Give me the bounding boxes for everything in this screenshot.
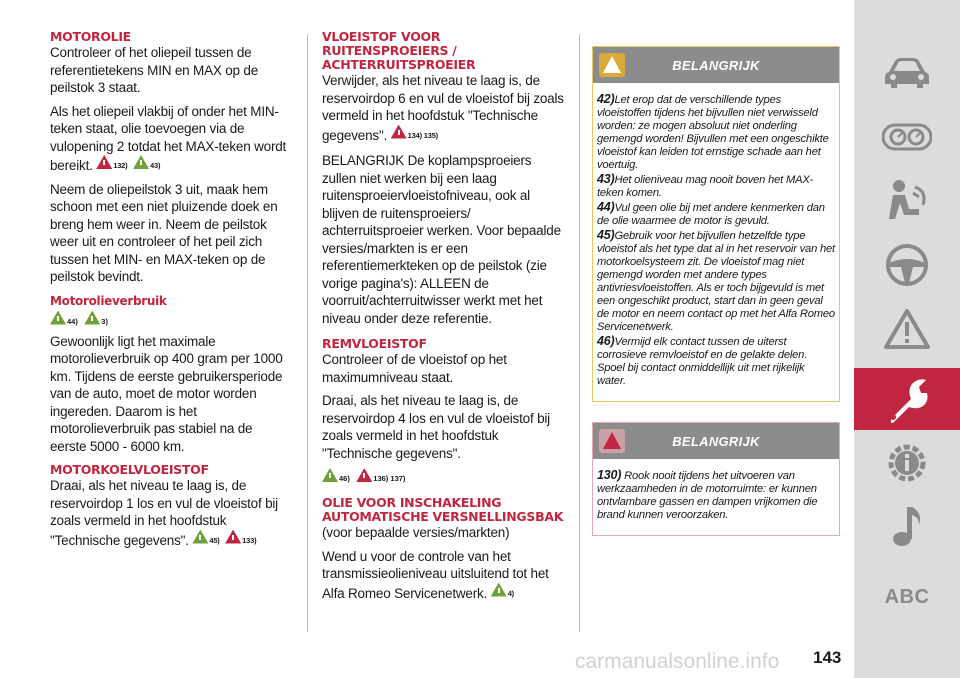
reference-marks: 46) 136) 137) (322, 468, 568, 486)
car-icon (883, 56, 931, 90)
sidebar-item-multimedia[interactable] (854, 496, 960, 558)
note-44: 44)Vul geen olie bij met andere kenmerken dan de olie waarmee de motor is gevuld. (597, 200, 825, 227)
sidebar-item-car[interactable] (854, 42, 960, 104)
steering-wheel-icon (885, 243, 929, 287)
warning-box-body (593, 83, 839, 401)
warning-triangle-icon (599, 429, 625, 453)
environment-triangle-icon (84, 311, 100, 325)
chapter-sidebar (854, 0, 960, 678)
sidebar-item-dashboard[interactable] (854, 106, 960, 168)
warning-triangle-icon (225, 530, 241, 544)
note-45: 45)Gebruik voor het bijvullen hetzelfde type vloeistof als het type dat al in het reservoir van het motorkoelsysteem zit. De vloeistof mag niet gemengd worden met andere types antivriesvloeistoffen. Als er toch bijgevuld is met een ongeschikt product, start dan in geen geval de motor en neem contact op met het Alfa Romeo Servicenetwerk. (597, 228, 835, 333)
note-130: 130) Rook nooit tijdens het uitvoeren van werkzaamheden in de motorruimte: er kunnen ontvlambare gassen en dampen vrijkomen die brand kunnen veroorzaken. (597, 468, 818, 521)
warning-triangle-icon (391, 125, 407, 139)
paragraph: Als het oliepeil vlakbij of onder het MIN-teken staat, olie toevoegen via de vulopening 2 totdat het MAX-teken wordt bereikt. 132) 43) (50, 103, 287, 173)
column-2 (322, 30, 568, 608)
reference-marks: 45) 133) (192, 530, 258, 550)
sidebar-item-index[interactable] (854, 566, 960, 628)
warning-box-header: BELANGRIJK (593, 423, 839, 459)
section-title-motorolie: MOTOROLIE (50, 29, 131, 44)
column-divider (579, 34, 580, 632)
watermark: carmanualsonline.info (575, 650, 780, 673)
dashboard-icon (882, 122, 932, 152)
abc-label: ABC (884, 585, 930, 608)
warning-triangle-icon (599, 53, 625, 77)
paragraph: Gewoonlijk ligt het maximale motorolieverbruik op 400 gram per 1000 km. Tijdens de eerste gebruikersperiode van de auto, moet de motor worden ingereden. Daarom is het motorolieverbruik pas stabiel na de eerste 5000 - 6000 km. (50, 333, 283, 454)
wrench-icon (883, 375, 931, 423)
page-number: 143 (813, 648, 842, 667)
sidebar-item-safety[interactable] (854, 170, 960, 232)
warning-box-body (593, 459, 839, 535)
column-1 (50, 30, 290, 555)
sidebar-item-emergency[interactable] (854, 298, 960, 360)
note-42: 42)Let erop dat de verschillende types vloeistoffen tijdens het bijvullen niet verwisseld worden: ze mogen absoluut niet onderling gemengd worden! Bijvullen met een ongeschikte vloeistof kan leiden tot ernstige schade aan het voertuig. (597, 92, 829, 171)
reference-marks: 44) 3) (50, 311, 290, 329)
paragraph: Draai, als het niveau te laag is, de reservoirdop 4 los en vul de vloeistof bij zoals vermeld in het hoofdstuk "Technische gegevens". (322, 393, 550, 461)
paragraph: Verwijder, als het niveau te laag is, de reservoirdop 6 en vul de vloeistof bij zoals vermeld in het hoofdstuk "Technische gegevens". 134) 135) (322, 73, 564, 143)
reference-marks: 4) (491, 583, 516, 603)
section-title-olie-versnellingsbak: OLIE VOOR INSCHAKELING AUTOMATISCHE VERSNELLINGSBAK (322, 495, 564, 524)
subsection-title-verbruik: Motorolieverbruik (50, 293, 167, 308)
sidebar-item-technical-data[interactable] (854, 432, 960, 494)
paragraph: Draai, als het niveau te laag is, de reservoirdop 1 los en vul de vloeistof bij zoals vermeld in het hoofdstuk "Technische gegevens". 45) 133) (50, 478, 278, 548)
warning-triangle-icon (96, 155, 112, 169)
info-gear-icon (885, 441, 929, 485)
reference-marks: 132) 43) (96, 155, 162, 175)
column-divider (307, 34, 308, 632)
music-note-icon (889, 505, 925, 549)
section-title-sproeiers: VLOEISTOF VOOR RUITENSPROEIERS / ACHTERRUITSPROEIER (322, 29, 476, 72)
warning-box-header: BELANGRIJK (593, 47, 839, 83)
paragraph: Controleer of het oliepeil tussen de referentietekens MIN en MAX op de peilstok 3 staat. (50, 45, 259, 95)
column-3 (592, 46, 840, 556)
environment-triangle-icon (50, 311, 66, 325)
paragraph: BELANGRIJK De koplampsproeiers zullen niet werken bij een laag ruitensproeiervloeistofniveau, ook al blijven de ruitensproeiers/ achterruitsproeier werken. Voor bepaalde versies/markten is er een referentiemerkteken op de peilstok (zie vorige pagina's): ALLEEN de voorruit/achterruitwisser werkt met het niveau onder deze referentie. (322, 153, 561, 326)
environment-triangle-icon (491, 583, 507, 597)
warning-box-belangrijk (592, 46, 840, 402)
paragraph: Wend u voor de controle van het transmissieolieniveau uitsluitend tot het Alfa Romeo Servicenetwerk. 4) (322, 548, 549, 601)
paragraph: (voor bepaalde versies/markten) (322, 525, 510, 540)
note-43: 43)Het olieniveau mag nooit boven het MAX-teken komen. (597, 172, 814, 199)
paragraph: Neem de oliepeilstok 3 uit, maak hem schoon met een niet pluizende doek en breng hem weer in. Neem de peilstok weer uit en controleer of het peil zich tussen het MIN- en MAX-teken op de peilstok bevindt. (50, 181, 278, 284)
section-title-koelvloeistof: MOTORKOELVLOEISTOF (50, 462, 209, 477)
warning-triangle-icon (356, 468, 372, 482)
sidebar-item-driving[interactable] (854, 234, 960, 296)
section-title-remvloeistof: REMVLOEISTOF (322, 336, 427, 351)
environment-triangle-icon (192, 530, 208, 544)
note-46: 46)Vermijd elk contact tussen de uiterst corrosieve remvloeistof en de gelakte delen. Spoel bij contact onmiddellijk uit met rijkelijk water. (597, 334, 808, 387)
airbag-person-icon (885, 179, 929, 223)
paragraph: Controleer of de vloeistof op het maximumniveau staat. (322, 352, 507, 385)
sidebar-item-maintenance[interactable] (854, 368, 960, 430)
environment-triangle-icon (322, 468, 338, 482)
warning-box-belangrijk-2 (592, 422, 840, 536)
environment-triangle-icon (133, 155, 149, 169)
warning-triangle-icon (884, 308, 930, 350)
reference-marks: 134) 135) (391, 125, 440, 145)
